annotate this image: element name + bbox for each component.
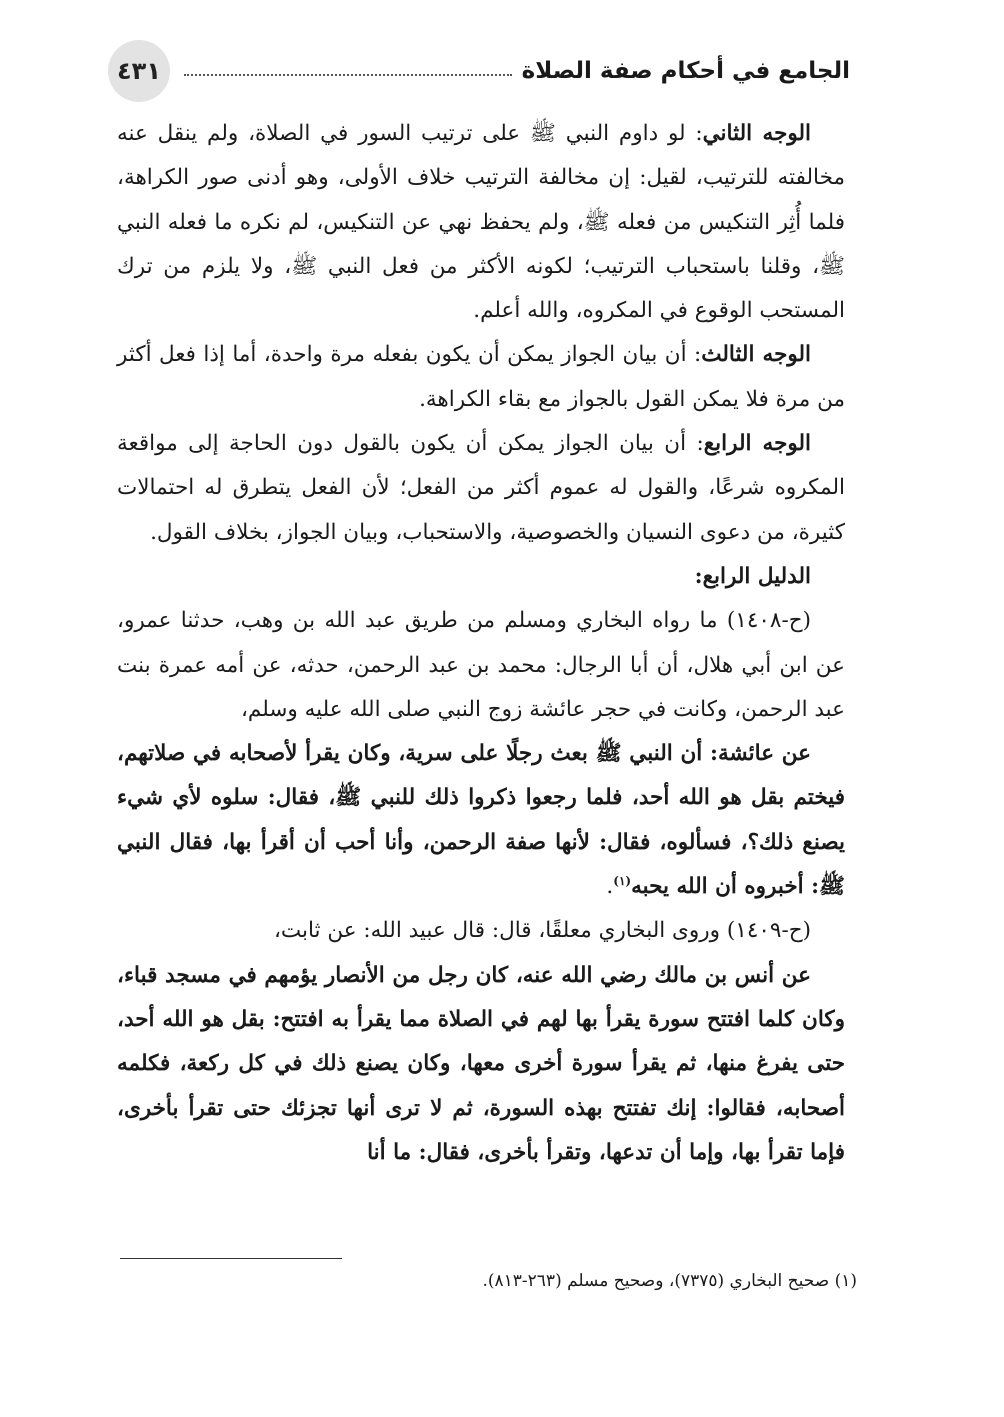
page-body bbox=[117, 112, 845, 1175]
paragraph-second-aspect bbox=[117, 112, 845, 333]
paragraph-lead: الوجه الرابع bbox=[703, 431, 811, 457]
paragraph-text: : أن بيان الجواز يمكن أن يكون بالقول دون الحاجة إلى مواقعة المكروه شرعًا، والقول له عموم أكثر من الفعل؛ لأن الفعل يتطرق له احتمالات كثيرة، من دعوى النسيان والخصوصية، والاستحباب، وبيان الجواز، بخلاف القول. bbox=[117, 431, 845, 545]
paragraph-lead: الوجه الثالث bbox=[701, 342, 811, 368]
paragraph-fourth-aspect bbox=[117, 422, 845, 555]
hadith-1408-chain: (ح-١٤٠٨) ما رواه البخاري ومسلم من طريق عبد الله بن وهب، حدثنا عمرو، عن ابن أبي هلال، أن أبا الرجال: محمد بن عبد الرحمن، حدثه، عن أمه عمرة بنت عبد الرحمن، وكانت في حجر عائشة زوج النبي صلى الله عليه وسلم، bbox=[117, 608, 845, 722]
page-header bbox=[108, 40, 850, 102]
book-title: الجامع في أحكام صفة الصلاة bbox=[521, 58, 850, 84]
hadith-1409-chain: (ح-١٤٠٩) وروى البخاري معلقًا، قال: قال عبيد الله: عن ثابت، bbox=[273, 918, 811, 944]
footnote: (١) صحيح البخاري (٧٣٧٥)، وصحيح مسلم (٢٦٣-٨١٣). bbox=[482, 1271, 857, 1291]
hadith-1408-text bbox=[117, 732, 845, 909]
paragraph-text: : أن بيان الجواز يمكن أن يكون بفعله مرة واحدة، أما إذا فعل أكثر من مرة فلا يمكن القول بالجواز مع بقاء الكراهة. bbox=[117, 342, 845, 412]
title-leader-dots bbox=[184, 74, 512, 76]
footnote-separator bbox=[120, 1258, 342, 1259]
hadith-1409-text: عن أنس بن مالك رضي الله عنه، كان رجل من الأنصار يؤمهم في مسجد قباء، وكان كلما افتتح سورة يقرأ بها لهم في الصلاة مما يقرأ به افتتح: بقل هو الله أحد، حتى يفرغ منها، ثم يقرأ سورة أخرى معها، وكان يصنع ذلك في كل ركعة، فكلمه أصحابه، فقالوا: إنك تفتتح بهذه السورة، ثم لا ترى أنها تجزئك حتى تقرأ بأخرى، فإما تقرأ بها، وإما أن تدعها، وتقرأ بأخرى، فقال: ما أنا bbox=[117, 962, 845, 1165]
paragraph-lead: الوجه الثاني bbox=[702, 121, 811, 146]
page-number: ٤٣١ bbox=[108, 40, 170, 102]
running-title bbox=[174, 40, 850, 102]
footnote-ref[interactable]: (١) bbox=[613, 873, 632, 888]
paragraph-text: : لو داوم النبي ﷺ على ترتيب السور في الصلاة، ولم ينقل عنه مخالفته للترتيب، لقيل: إن مخالفة الترتيب خلاف الأولى، وهو أدنى صور الكراهة، فلما أُثِر التنكيس من فعله ﷺ، ولم يحفظ نهي عن التنكيس، لم نكره ما فعله النبي ﷺ، وقلنا باستحباب الترتيب؛ لكونه الأكثر من فعل النبي ﷺ، ولا يلزم من ترك المستحب الوقوع في المكروه، والله أعلم. bbox=[117, 121, 845, 324]
hadith-1408-body: عن عائشة: أن النبي ﷺ بعث رجلًا على سرية، وكان يقرأ لأصحابه في صلاتهم، فيختم بقل هو الله أحد، فلما رجعوا ذكروا ذلك للنبي ﷺ، فقال: سلوه لأي شيء يصنع ذلك؟، فسألوه، فقال: لأنها صفة الرحمن، وأنا أحب أن أقرأ بها، فقال النبي ﷺ: أخبروه أن الله يحبه bbox=[117, 741, 845, 900]
hadith-1408-end: . bbox=[606, 874, 614, 900]
paragraph-third-aspect bbox=[117, 333, 845, 422]
section-heading: الدليل الرابع: bbox=[694, 563, 811, 589]
